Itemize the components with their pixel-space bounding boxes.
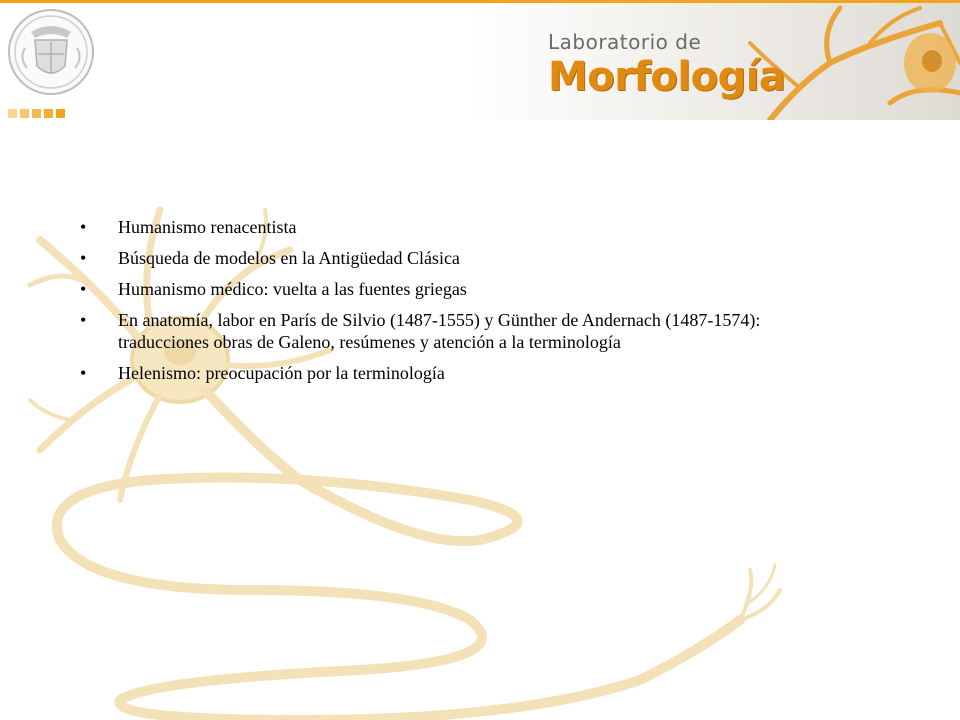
list-item xyxy=(80,247,840,269)
lab-title xyxy=(548,30,785,100)
bullet-icon: • xyxy=(80,363,87,383)
bullet-icon: • xyxy=(80,217,87,237)
list-item-text: Helenismo: preocupación por la terminología xyxy=(118,363,445,383)
block xyxy=(32,109,41,118)
lab-title-line1: Laboratorio de xyxy=(548,30,702,54)
list-item-text: Humanismo renacentista xyxy=(118,217,297,237)
block xyxy=(20,109,29,118)
list-item xyxy=(80,278,840,300)
slide-content xyxy=(80,216,840,393)
list-item-text: En anatomía, labor en París de Silvio (1487-1555) y Günther de Andernach (1487-1574): traducciones obras de Galeno, resúmenes y atención a la terminología xyxy=(118,310,761,352)
block xyxy=(8,109,17,118)
lab-title-line2: Morfología xyxy=(548,54,786,100)
list-item xyxy=(80,362,840,384)
bullet-icon: • xyxy=(80,279,87,299)
list-item-text: Búsqueda de modelos en la Antigüedad Clásica xyxy=(118,248,460,268)
list-item xyxy=(80,309,840,353)
neuron-watermark-icon xyxy=(0,120,960,720)
bullet-icon: • xyxy=(80,248,87,268)
university-crest-icon xyxy=(7,8,95,96)
decorative-blocks xyxy=(8,109,65,118)
block xyxy=(56,109,65,118)
block xyxy=(44,109,53,118)
bullet-list xyxy=(80,216,840,384)
bullet-icon: • xyxy=(80,310,87,330)
list-item-text: Humanismo médico: vuelta a las fuentes griegas xyxy=(118,279,467,299)
list-item xyxy=(80,216,840,238)
